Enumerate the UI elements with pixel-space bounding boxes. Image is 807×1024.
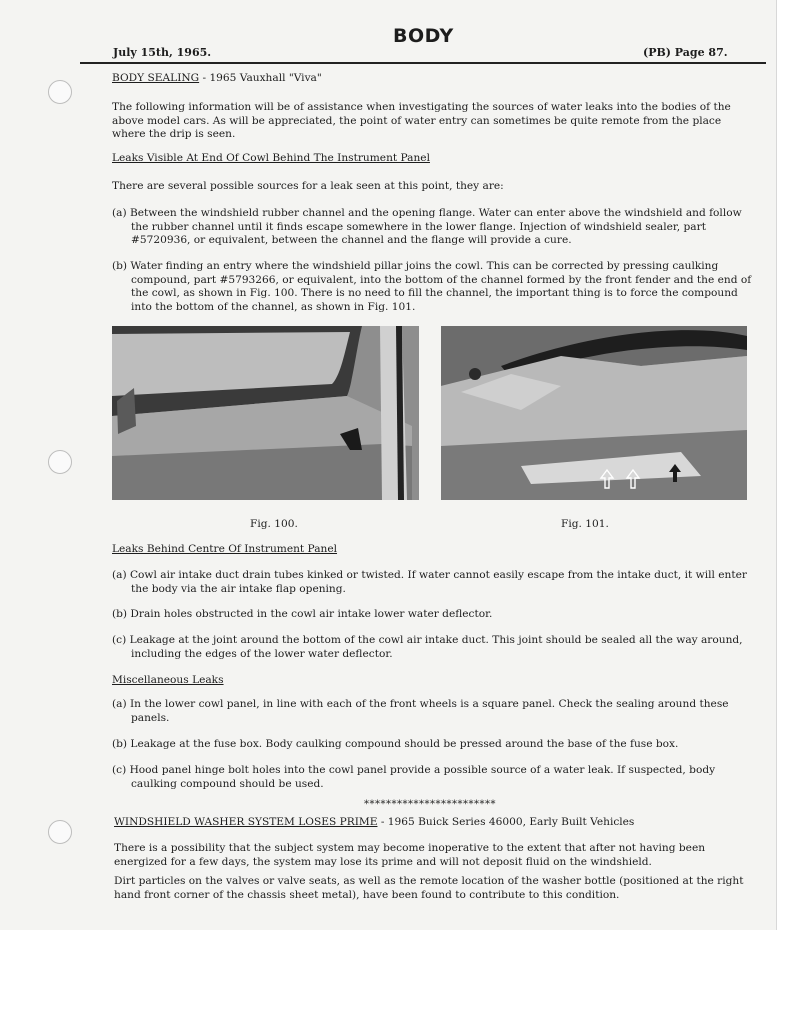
figure-100-image <box>112 326 419 500</box>
figure-101-caption: Fig. 101. <box>561 518 609 530</box>
figure-101-photo <box>441 326 747 500</box>
section-subtitle-text: - 1965 Buick Series 46000, Early Built Vehicles <box>377 816 635 828</box>
header-page-number: (PB) Page 87. <box>643 46 728 59</box>
section-title-washer <box>114 816 744 830</box>
header-title: BODY <box>393 25 454 47</box>
section-subtitle-text: - 1965 Vauxhall "Viva" <box>199 72 322 84</box>
subheading-text: Leaks Behind Centre Of Instrument Panel <box>112 543 338 555</box>
washer-paragraph-2: Dirt particles on the valves or valve seats, as well as the remote location of the washer bottle (positioned at the right hand front corner of the chassis sheet metal), have been found to contribute to this condition. <box>114 875 744 901</box>
figure-101-image <box>441 326 747 500</box>
misc-item-a: (a) In the lower cowl panel, in line with each of the front wheels is a square panel. Check the sealing around these panels. <box>112 698 729 724</box>
subheading-misc-leaks <box>112 674 742 688</box>
figure-100-caption: Fig. 100. <box>250 518 298 530</box>
header-date: July 15th, 1965. <box>113 46 212 59</box>
figure-100-photo <box>112 326 419 500</box>
section-separator: ************************ <box>364 799 496 810</box>
washer-paragraph-1: There is a possibility that the subject system may become inoperative to the extent that after not having been energized for a few days, the system may lose its prime and will not deposit fluid on the windshield. <box>114 842 706 868</box>
header-rule <box>80 62 766 64</box>
centre-item-c: (c) Leakage at the joint around the bottom of the cowl air intake duct. This joint should be sealed all the way around, including the edges of the lower water deflector. <box>112 634 743 660</box>
misc-item-c: (c) Hood panel hinge bolt holes into the cowl panel provide a possible source of a water leak. If suspected, body caulking compound should be used. <box>112 764 716 790</box>
subheading-cowl-leaks <box>112 152 742 166</box>
section-title-text: BODY SEALING <box>112 72 200 84</box>
subheading-centre-leaks <box>112 543 742 557</box>
subheading-text: Leaks Visible At End Of Cowl Behind The Instrument Panel <box>112 152 430 164</box>
subheading-text: Miscellaneous Leaks <box>112 674 224 686</box>
centre-item-a: (a) Cowl air intake duct drain tubes kinked or twisted. If water cannot easily escape from the intake duct, it will enter the body via the air intake flap opening. <box>112 569 747 595</box>
section-title-body-sealing <box>112 72 742 86</box>
cowl-item-b: (b) Water finding an entry where the windshield pillar joins the cowl. This can be corrected by pressing caulking compound, part #5793266, or equivalent, into the bottom of the channel formed by the front fender and the end of the cowl, as shown in Fig. 100. There is no need to fill the channel, the important thing is to force the compound into the bottom of the channel, as shown in Fig. 101. <box>112 260 752 313</box>
cowl-intro-paragraph: There are several possible sources for a leak seen at this point, they are: <box>112 180 504 192</box>
centre-item-b: (b) Drain holes obstructed in the cowl air intake lower water deflector. <box>112 608 493 620</box>
section-title-text: WINDSHIELD WASHER SYSTEM LOSES PRIME <box>114 816 378 828</box>
misc-item-b: (b) Leakage at the fuse box. Body caulking compound should be pressed around the base of the fuse box. <box>112 738 679 750</box>
cowl-item-a: (a) Between the windshield rubber channel and the opening flange. Water can enter above the windshield and follow the rubber channel until it finds escape somewhere in the lower flange. Injection of windshield sealer, part #5720936, or equivalent, between the channel and the flange will provide a cure. <box>112 207 742 247</box>
intro-paragraph: The following information will be of assistance when investigating the sources of water leaks into the bodies of the above model cars. As will be appreciated, the point of water entry can sometimes be quite remote from the place where the drip is seen. <box>112 101 731 141</box>
